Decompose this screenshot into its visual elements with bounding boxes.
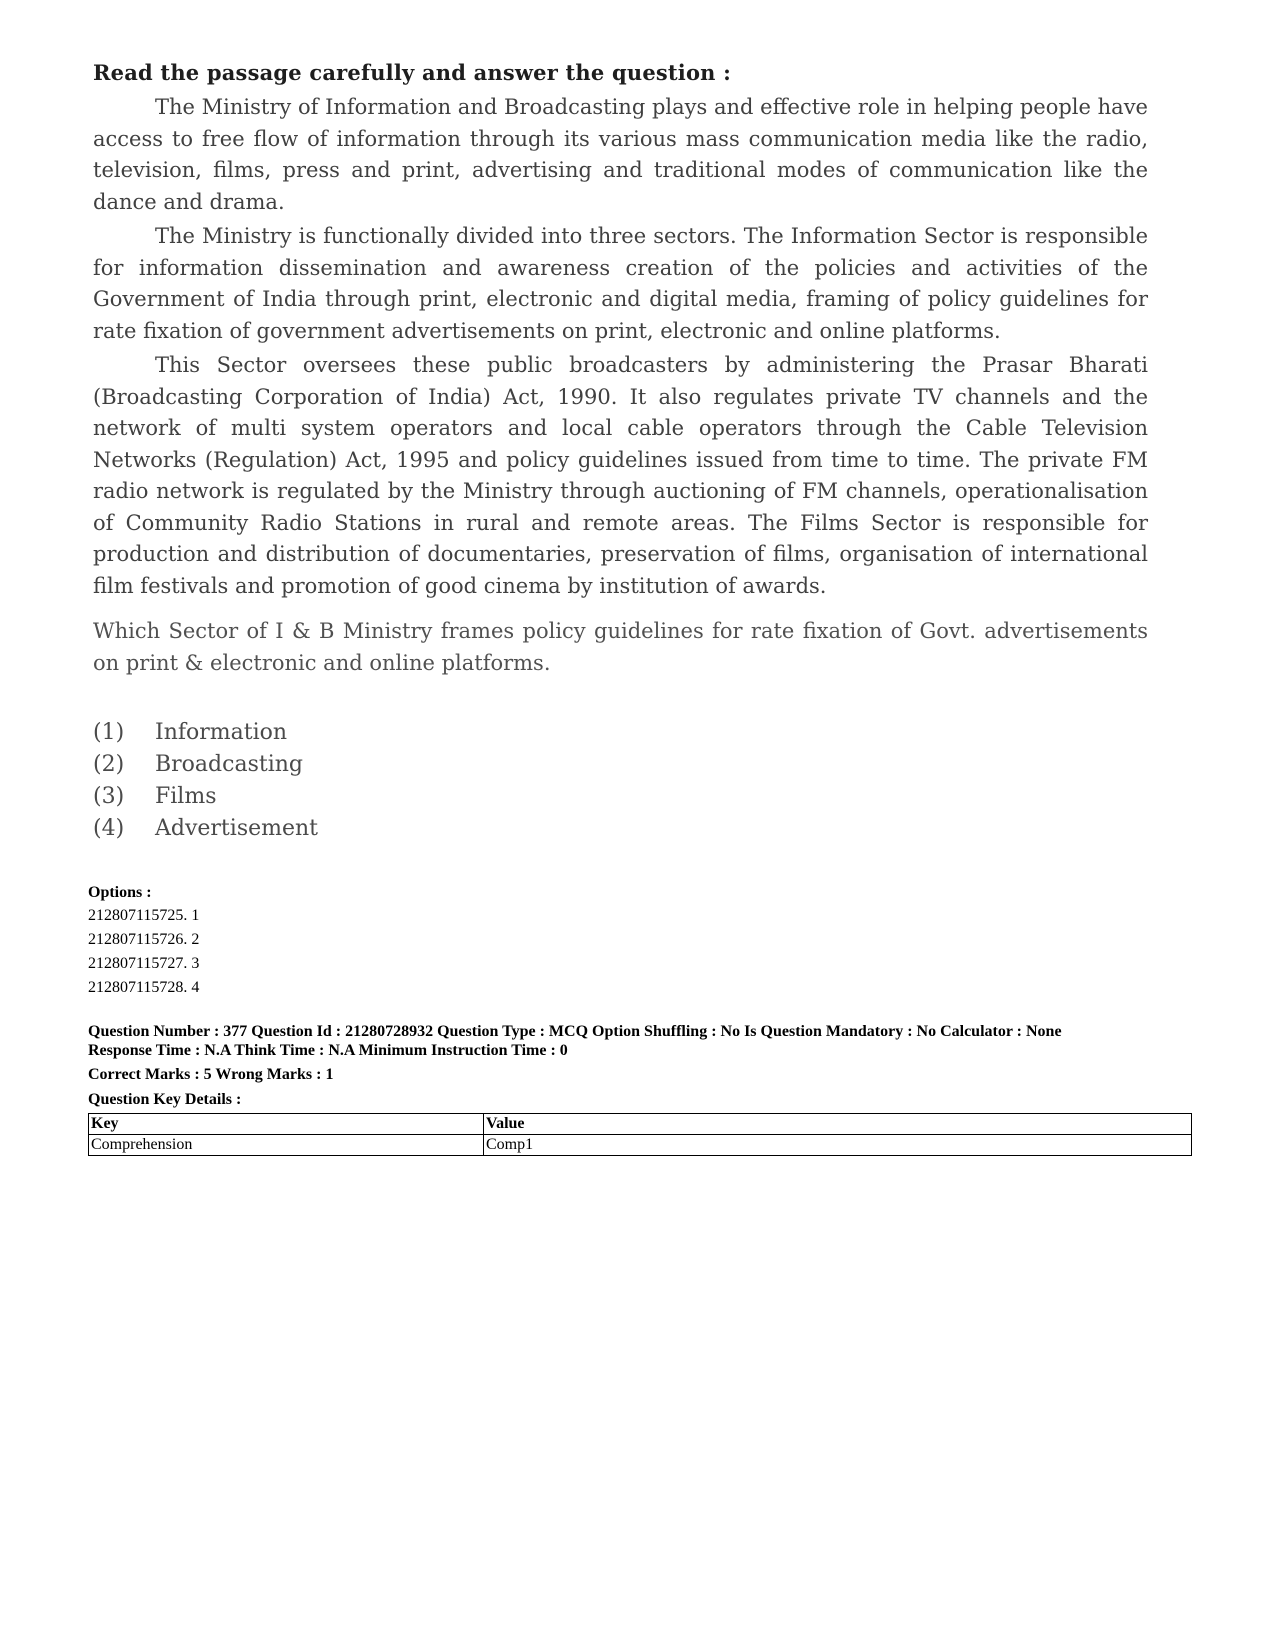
option-item: 212807115725. 1 xyxy=(88,907,200,924)
choice-text: Broadcasting xyxy=(155,752,303,777)
answer-choice xyxy=(93,781,1148,813)
option-item: 212807115726. 2 xyxy=(88,931,200,948)
option-item: 212807115727. 3 xyxy=(88,955,200,972)
passage-heading: Read the passage carefully and answer the question : xyxy=(93,60,732,85)
table-cell-key: Comprehension xyxy=(89,1135,484,1156)
response-time-line: Response Time : N.A Think Time : N.A Minimum Instruction Time : 0 xyxy=(88,1042,568,1059)
marks-line: Correct Marks : 5 Wrong Marks : 1 xyxy=(88,1066,334,1083)
choice-number: (1) xyxy=(93,720,125,745)
answer-choice xyxy=(93,717,1148,749)
choice-text: Films xyxy=(155,784,217,809)
key-details-label: Question Key Details : xyxy=(88,1091,242,1108)
choice-text: Information xyxy=(155,720,288,745)
choice-number: (3) xyxy=(93,784,125,809)
choice-text: Advertisement xyxy=(155,816,319,841)
passage-paragraph: The Ministry is functionally divided into three sectors. The Information Sector is responsible for information dissemination and awareness creation of the policies and activities of the Government of India through print, electronic and digital media, framing of policy guidelines for rate fixation of government advertisements on print, electronic and online platforms. xyxy=(93,224,1148,343)
table-header-key: Key xyxy=(89,1114,484,1135)
question-info xyxy=(88,1022,1188,1060)
table-header-row xyxy=(89,1114,1192,1135)
table-cell-value: Comp1 xyxy=(484,1135,1192,1156)
choice-number: (4) xyxy=(93,816,125,841)
option-item: 212807115728. 4 xyxy=(88,979,200,996)
answer-choice xyxy=(93,813,1148,845)
answer-choice xyxy=(93,749,1148,781)
key-details-table xyxy=(88,1113,1192,1156)
question-image xyxy=(93,58,1148,845)
question-text: Which Sector of I & B Ministry frames policy guidelines for rate fixation of Govt. advertisements on print & electronic and online platforms. xyxy=(93,619,1148,675)
table-row xyxy=(89,1135,1192,1156)
question-metadata xyxy=(88,882,1188,1156)
question-info-line: Question Number : 377 Question Id : 21280728932 Question Type : MCQ Option Shuffling : No Is Question Mandatory : No Calculator : None xyxy=(88,1023,1062,1040)
options-label: Options : xyxy=(88,884,152,901)
answer-choices xyxy=(93,717,1148,845)
passage-paragraph: This Sector oversees these public broadcasters by administering the Prasar Bharati (Broadcasting Corporation of India) Act, 1990. It also regulates private TV channels and the network of multi system operators and local cable operators through the Cable Television Networks (Regulation) Act, 1995 and policy guidelines issued from time to time. The private FM radio network is regulated by the Ministry through auctioning of FM channels, operationalisation of Community Radio Stations in rural and remote areas. The Films Sector is responsible for production and distribution of documentaries, preservation of films, organisation of international film festivals and promotion of good cinema by institution of awards. xyxy=(93,353,1148,598)
table-header-value: Value xyxy=(484,1114,1192,1135)
choice-number: (2) xyxy=(93,752,125,777)
passage-paragraph: The Ministry of Information and Broadcasting plays and effective role in helping people have access to free flow of information through its various mass communication media like the radio, television, films, press and print, advertising and traditional modes of communication like the dance and drama. xyxy=(93,95,1148,214)
